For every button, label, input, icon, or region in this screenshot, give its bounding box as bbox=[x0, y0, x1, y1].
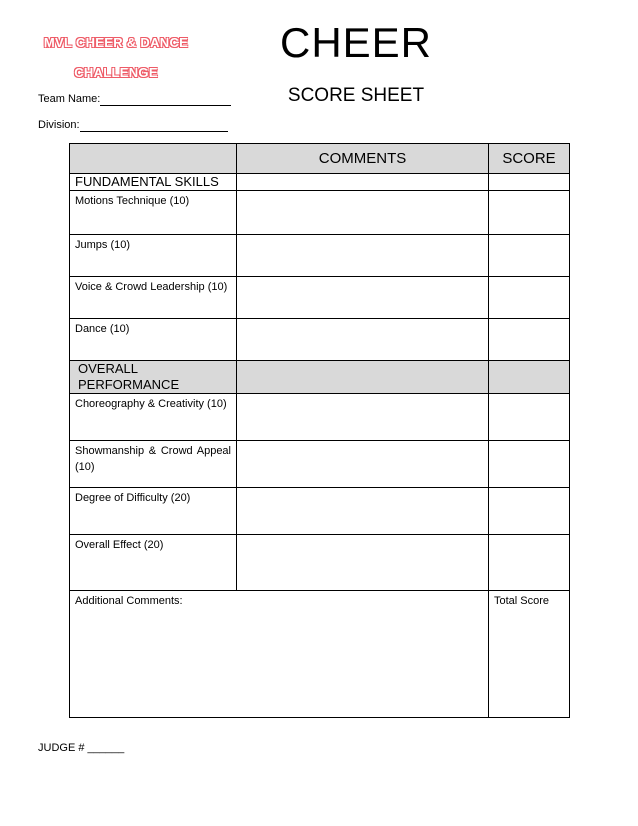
score-cell[interactable] bbox=[489, 277, 570, 319]
criteria-row bbox=[70, 319, 570, 361]
score-cell[interactable] bbox=[489, 191, 570, 235]
score-header: SCORE bbox=[489, 144, 570, 174]
criteria-label: Showmanship & Crowd Appeal (10) bbox=[70, 441, 237, 488]
table-header-row bbox=[70, 144, 570, 174]
team-name-blank[interactable] bbox=[100, 93, 231, 106]
comment-cell[interactable] bbox=[237, 319, 489, 361]
additional-comments-cell[interactable] bbox=[70, 591, 489, 718]
criteria-row bbox=[70, 191, 570, 235]
criteria-row bbox=[70, 235, 570, 277]
criteria-label: Voice & Crowd Leadership (10) bbox=[70, 277, 237, 319]
score-cell[interactable] bbox=[489, 361, 570, 394]
section-title: OVERALL PERFORMANCE bbox=[70, 361, 237, 394]
criteria-label: Dance (10) bbox=[70, 319, 237, 361]
additional-comments-label: Additional Comments: bbox=[75, 595, 183, 607]
logo-line-1: MVL CHEER & DANCE bbox=[43, 35, 189, 50]
section-row-overall-performance bbox=[70, 361, 570, 394]
score-table bbox=[69, 143, 570, 718]
comments-header: COMMENTS bbox=[237, 144, 489, 174]
score-cell[interactable] bbox=[489, 488, 570, 535]
score-cell[interactable] bbox=[489, 235, 570, 277]
comment-cell[interactable] bbox=[237, 191, 489, 235]
criteria-row bbox=[70, 277, 570, 319]
score-cell[interactable] bbox=[489, 174, 570, 191]
judge-number-field[interactable] bbox=[38, 741, 124, 755]
comment-cell[interactable] bbox=[237, 488, 489, 535]
comment-cell[interactable] bbox=[237, 235, 489, 277]
comment-cell[interactable] bbox=[237, 361, 489, 394]
score-cell[interactable] bbox=[489, 441, 570, 488]
comment-cell[interactable] bbox=[237, 277, 489, 319]
criteria-row bbox=[70, 441, 570, 488]
header-blank-cell bbox=[70, 144, 237, 174]
event-logo bbox=[36, 28, 196, 88]
judge-number-label: JUDGE # ______ bbox=[38, 742, 125, 754]
comment-cell[interactable] bbox=[237, 394, 489, 441]
comment-cell[interactable] bbox=[237, 535, 489, 591]
criteria-row bbox=[70, 394, 570, 441]
division-field[interactable] bbox=[38, 118, 228, 132]
total-score-label: Total Score bbox=[494, 595, 550, 607]
comment-cell[interactable] bbox=[237, 174, 489, 191]
criteria-label: Overall Effect (20) bbox=[70, 535, 237, 591]
division-blank[interactable] bbox=[80, 119, 228, 132]
section-title: FUNDAMENTAL SKILLS bbox=[70, 174, 237, 191]
criteria-label: Jumps (10) bbox=[70, 235, 237, 277]
logo-line-2: CHALLENGE bbox=[74, 65, 158, 80]
additional-comments-row bbox=[70, 591, 570, 718]
page-subtitle: SCORE SHEET bbox=[287, 85, 425, 106]
criteria-label: Degree of Difficulty (20) bbox=[70, 488, 237, 535]
division-label: Division: bbox=[38, 119, 80, 131]
score-cell[interactable] bbox=[489, 535, 570, 591]
comment-cell[interactable] bbox=[237, 441, 489, 488]
total-score-cell[interactable] bbox=[489, 591, 570, 718]
criteria-row bbox=[70, 535, 570, 591]
team-name-label: Team Name: bbox=[38, 93, 101, 105]
score-cell[interactable] bbox=[489, 394, 570, 441]
criteria-label: Motions Technique (10) bbox=[70, 191, 237, 235]
criteria-row bbox=[70, 488, 570, 535]
criteria-label: Choreography & Creativity (10) bbox=[70, 394, 237, 441]
team-name-field[interactable] bbox=[38, 92, 231, 106]
score-cell[interactable] bbox=[489, 319, 570, 361]
section-row-fundamental-skills bbox=[70, 174, 570, 191]
page-title: CHEER bbox=[279, 19, 433, 66]
